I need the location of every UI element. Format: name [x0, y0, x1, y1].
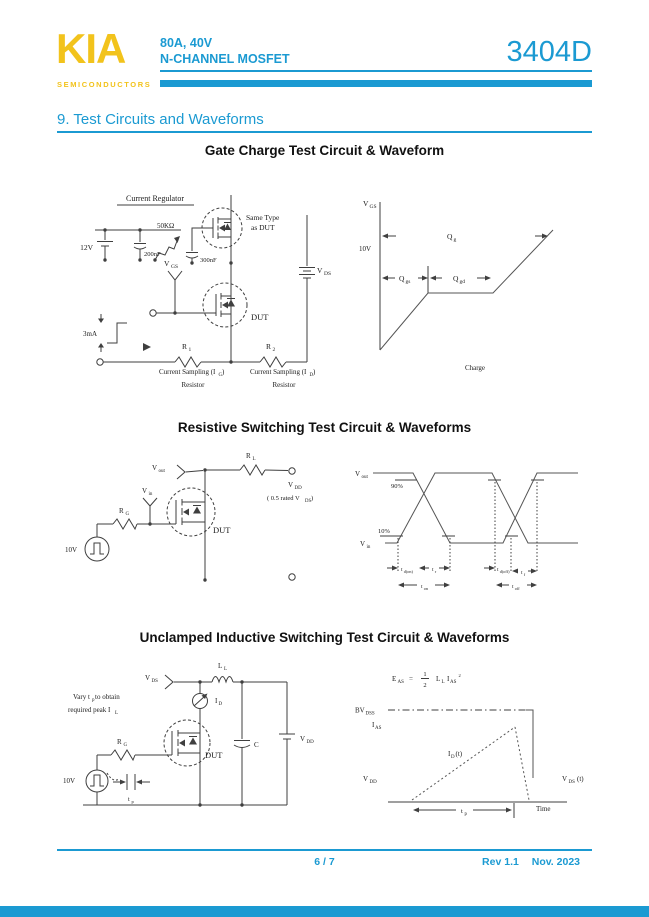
rg-label: R: [119, 507, 124, 515]
vout-label-sub: out: [158, 469, 165, 474]
sampling1-label: Current Sampling (I: [159, 368, 216, 376]
wave1-vgs-label-sub: GS: [369, 204, 377, 210]
vds-t-label: V: [562, 775, 568, 783]
rg-label-sub: G: [125, 512, 130, 517]
wave3-tp-label-sub: p: [464, 812, 467, 817]
formula-ias-sub: AS: [450, 680, 457, 685]
td-off-label-sub: d(off): [499, 569, 510, 574]
vdd-level-label-sub: DD: [369, 780, 377, 785]
vdd-note-close: ): [311, 495, 314, 502]
qg-label-sub: g: [453, 237, 457, 243]
toff-label: t: [512, 584, 514, 590]
vary-note-line1: Vary t: [73, 693, 90, 701]
vary-note-line1-rest: to obtain: [95, 693, 120, 701]
sampling1-label-close: ): [222, 368, 225, 376]
wave3-tp-label: t: [461, 808, 463, 815]
formula-ll-sub: L: [441, 680, 445, 685]
formula-squared: 2: [458, 673, 461, 678]
id-current-probe: [193, 694, 208, 709]
wave1-dim-lines: [388, 236, 542, 278]
supply-12v-label: 12V: [80, 243, 93, 252]
pulse-10v-label: 10V: [63, 777, 76, 785]
circuit1-arrows: [98, 224, 235, 352]
tr-label: t: [432, 567, 434, 573]
tf-label: t: [521, 570, 523, 576]
td-on-label-sub: d(on): [403, 569, 413, 574]
footer-rule: [57, 849, 592, 851]
dut-label: DUT: [213, 525, 231, 535]
vdd-level-label: V: [363, 775, 369, 783]
vdd-label-sub: DD: [306, 740, 314, 745]
wave2-vin-label-sub: in: [366, 545, 371, 550]
tp-label-sub: p: [131, 799, 134, 804]
wave1-vgs-label: V: [363, 199, 369, 208]
tp-label: t: [128, 797, 130, 803]
formula-ias: I: [447, 675, 450, 683]
ton-label: t: [421, 584, 423, 590]
wave1-arrowheads: [382, 234, 548, 281]
sampling2-resistor-label: Resistor: [272, 381, 296, 389]
same-type-label-line1: Same Type: [246, 213, 280, 222]
id-t-label-sub: D: [451, 755, 455, 760]
formula-ll: L: [436, 675, 441, 683]
kia-logo-subtitle: SEMICONDUCTORS: [57, 80, 152, 89]
wave2-arrowheads: [392, 566, 537, 588]
kia-logo: KIA: [56, 25, 126, 72]
unclamped-inductive-waveforms: [345, 650, 640, 835]
gate-charge-waveform: [355, 190, 635, 380]
qg-label: Q: [447, 232, 453, 241]
r2-label: R: [266, 342, 272, 351]
vdd-note-sub: DS: [305, 499, 312, 504]
r1-label-sub: 1: [188, 347, 192, 353]
vary-note-line2-sub: L: [115, 711, 119, 716]
rg-label-sub: G: [123, 743, 128, 748]
vds-t-label-sub: DS: [568, 780, 575, 785]
rg-label: R: [117, 738, 122, 746]
vgs-label: V: [164, 259, 170, 268]
vdd-label-sub: DD: [294, 486, 302, 491]
vds-label: V: [317, 266, 323, 275]
vds-label-sub: DS: [151, 679, 158, 684]
wave2-90pct-label: 90%: [391, 483, 403, 490]
eas-label: E: [392, 675, 397, 683]
wave2-vout-label: V: [355, 470, 361, 478]
equals-sign: =: [409, 675, 413, 683]
bias-3ma-label: 3mA: [83, 330, 97, 338]
cap-200nf-label: 200nF: [144, 251, 161, 258]
page-number: 6 / 7: [314, 856, 335, 868]
sampling2-label-sub: D: [309, 373, 314, 378]
r2-label-sub: 2: [272, 347, 276, 353]
mosfet-symbol: [176, 499, 205, 525]
gate-charge-circuit-diagram: [55, 170, 355, 400]
bottom-accent-band: [0, 906, 649, 917]
qgd-label: Q: [453, 274, 459, 283]
wave2-10pct-label: 10%: [378, 528, 390, 535]
toff-label-sub: off: [514, 586, 520, 591]
header-rule-thin: [160, 70, 592, 72]
sampling1-resistor-label: Resistor: [181, 381, 205, 389]
part-number: 3404D: [506, 36, 592, 68]
wave3-lines: [388, 679, 567, 819]
same-type-label-line2: as DUT: [251, 223, 275, 232]
part-ratings: 80A, 40V: [160, 36, 213, 50]
td-on-label: t: [401, 567, 403, 573]
vary-note-line1-sub: p: [92, 698, 95, 703]
id-label-sub: D: [218, 702, 223, 707]
mosfet-enclosure: [167, 488, 215, 536]
bvdss-label-sub: DSS: [365, 711, 375, 717]
rl-label: R: [246, 452, 251, 460]
fig1-title: Gate Charge Test Circuit & Waveform: [204, 143, 445, 158]
wave1-xlabel: Charge: [464, 364, 486, 372]
current-regulator-label: Current Regulator: [126, 194, 184, 203]
tf-label-sub: f: [523, 572, 526, 577]
ias-peak-label-sub: AS: [375, 726, 382, 731]
dut-label: DUT: [205, 750, 223, 760]
cap-label: C: [254, 741, 259, 749]
ll-label-sub: L: [224, 667, 228, 672]
circuit1-wires: [95, 195, 315, 367]
dut-label: DUT: [251, 312, 269, 322]
wave1-10v-label: 10V: [359, 245, 372, 253]
ton-label-sub: on: [423, 586, 428, 591]
vary-note-line2: required peak I: [68, 706, 111, 714]
sampling2-label-close: ): [313, 368, 316, 376]
vgs-curve: [380, 230, 553, 350]
mosfet-enclosure: [164, 720, 210, 766]
header-rule-thick: [160, 80, 592, 87]
vds-label: V: [145, 674, 151, 682]
qgs-label-sub: gs: [405, 279, 411, 285]
revision-date: Nov. 2023: [531, 856, 580, 868]
wave2-level-ticks: [380, 480, 544, 536]
vgs-label-sub: GS: [171, 264, 179, 270]
r1-label: R: [182, 342, 188, 351]
pot-50k-label: 50KΩ: [157, 222, 175, 230]
revision-label: Rev 1.1: [482, 856, 519, 868]
circuit1-junctions: [97, 228, 233, 365]
bvdss-label: BV: [355, 706, 365, 715]
ias-peak-label: I: [372, 721, 375, 729]
vds-label-sub: DS: [324, 271, 332, 277]
rl-label-sub: L: [252, 457, 256, 462]
qgs-label: Q: [399, 274, 405, 283]
id-label: I: [215, 697, 218, 705]
vin-label-sub: in: [148, 492, 153, 497]
td-off-label: t: [497, 567, 499, 573]
tr-label-sub: r: [434, 569, 437, 574]
vdd-label: V: [288, 481, 294, 489]
circuit2-arrows: [183, 507, 201, 516]
pulse-10v-label: 10V: [65, 546, 78, 554]
fig2-title: Resistive Switching Test Circuit & Waveforms: [177, 420, 472, 435]
vout-label: V: [152, 464, 158, 472]
ll-label: L: [218, 662, 223, 670]
fraction-denominator: 2: [423, 682, 427, 689]
fig3-title: Unclamped Inductive Switching Test Circuit & Waveforms: [139, 630, 510, 645]
qgd-label-sub: gd: [459, 279, 465, 285]
wave2-vout-label-sub: out: [361, 475, 368, 480]
wave2-traces: [373, 473, 578, 543]
wave2-vin-label: V: [360, 540, 366, 548]
id-t-label-paren: (t): [455, 750, 463, 758]
vdd-note: ( 0.5 rated V: [267, 495, 300, 502]
id-t-label: I: [448, 750, 451, 758]
eas-label-sub: AS: [397, 680, 404, 685]
resistive-switching-circuit-diagram: [55, 445, 355, 620]
sampling1-label-sub: G: [218, 373, 223, 378]
vds-t-label-paren: (t): [577, 775, 584, 783]
section-rule: [57, 131, 592, 133]
revision-info: [472, 856, 580, 868]
id-waveform-trace: [412, 727, 529, 800]
cap-300nf-label: 300nF: [200, 257, 217, 264]
vin-label: V: [142, 487, 148, 495]
device-type: N-CHANNEL MOSFET: [160, 52, 290, 66]
unclamped-inductive-circuit-diagram: [55, 655, 355, 840]
circuit3-arrows: [120, 738, 197, 785]
fraction-numerator: 1: [423, 671, 427, 678]
resistive-switching-waveforms: [345, 440, 640, 615]
section-title: 9. Test Circuits and Waveforms: [57, 111, 264, 128]
sampling2-label: Current Sampling (I: [250, 368, 307, 376]
wave2-reference-lines: [398, 482, 537, 573]
vdd-label: V: [300, 735, 306, 743]
time-axis-label: Time: [536, 805, 551, 813]
